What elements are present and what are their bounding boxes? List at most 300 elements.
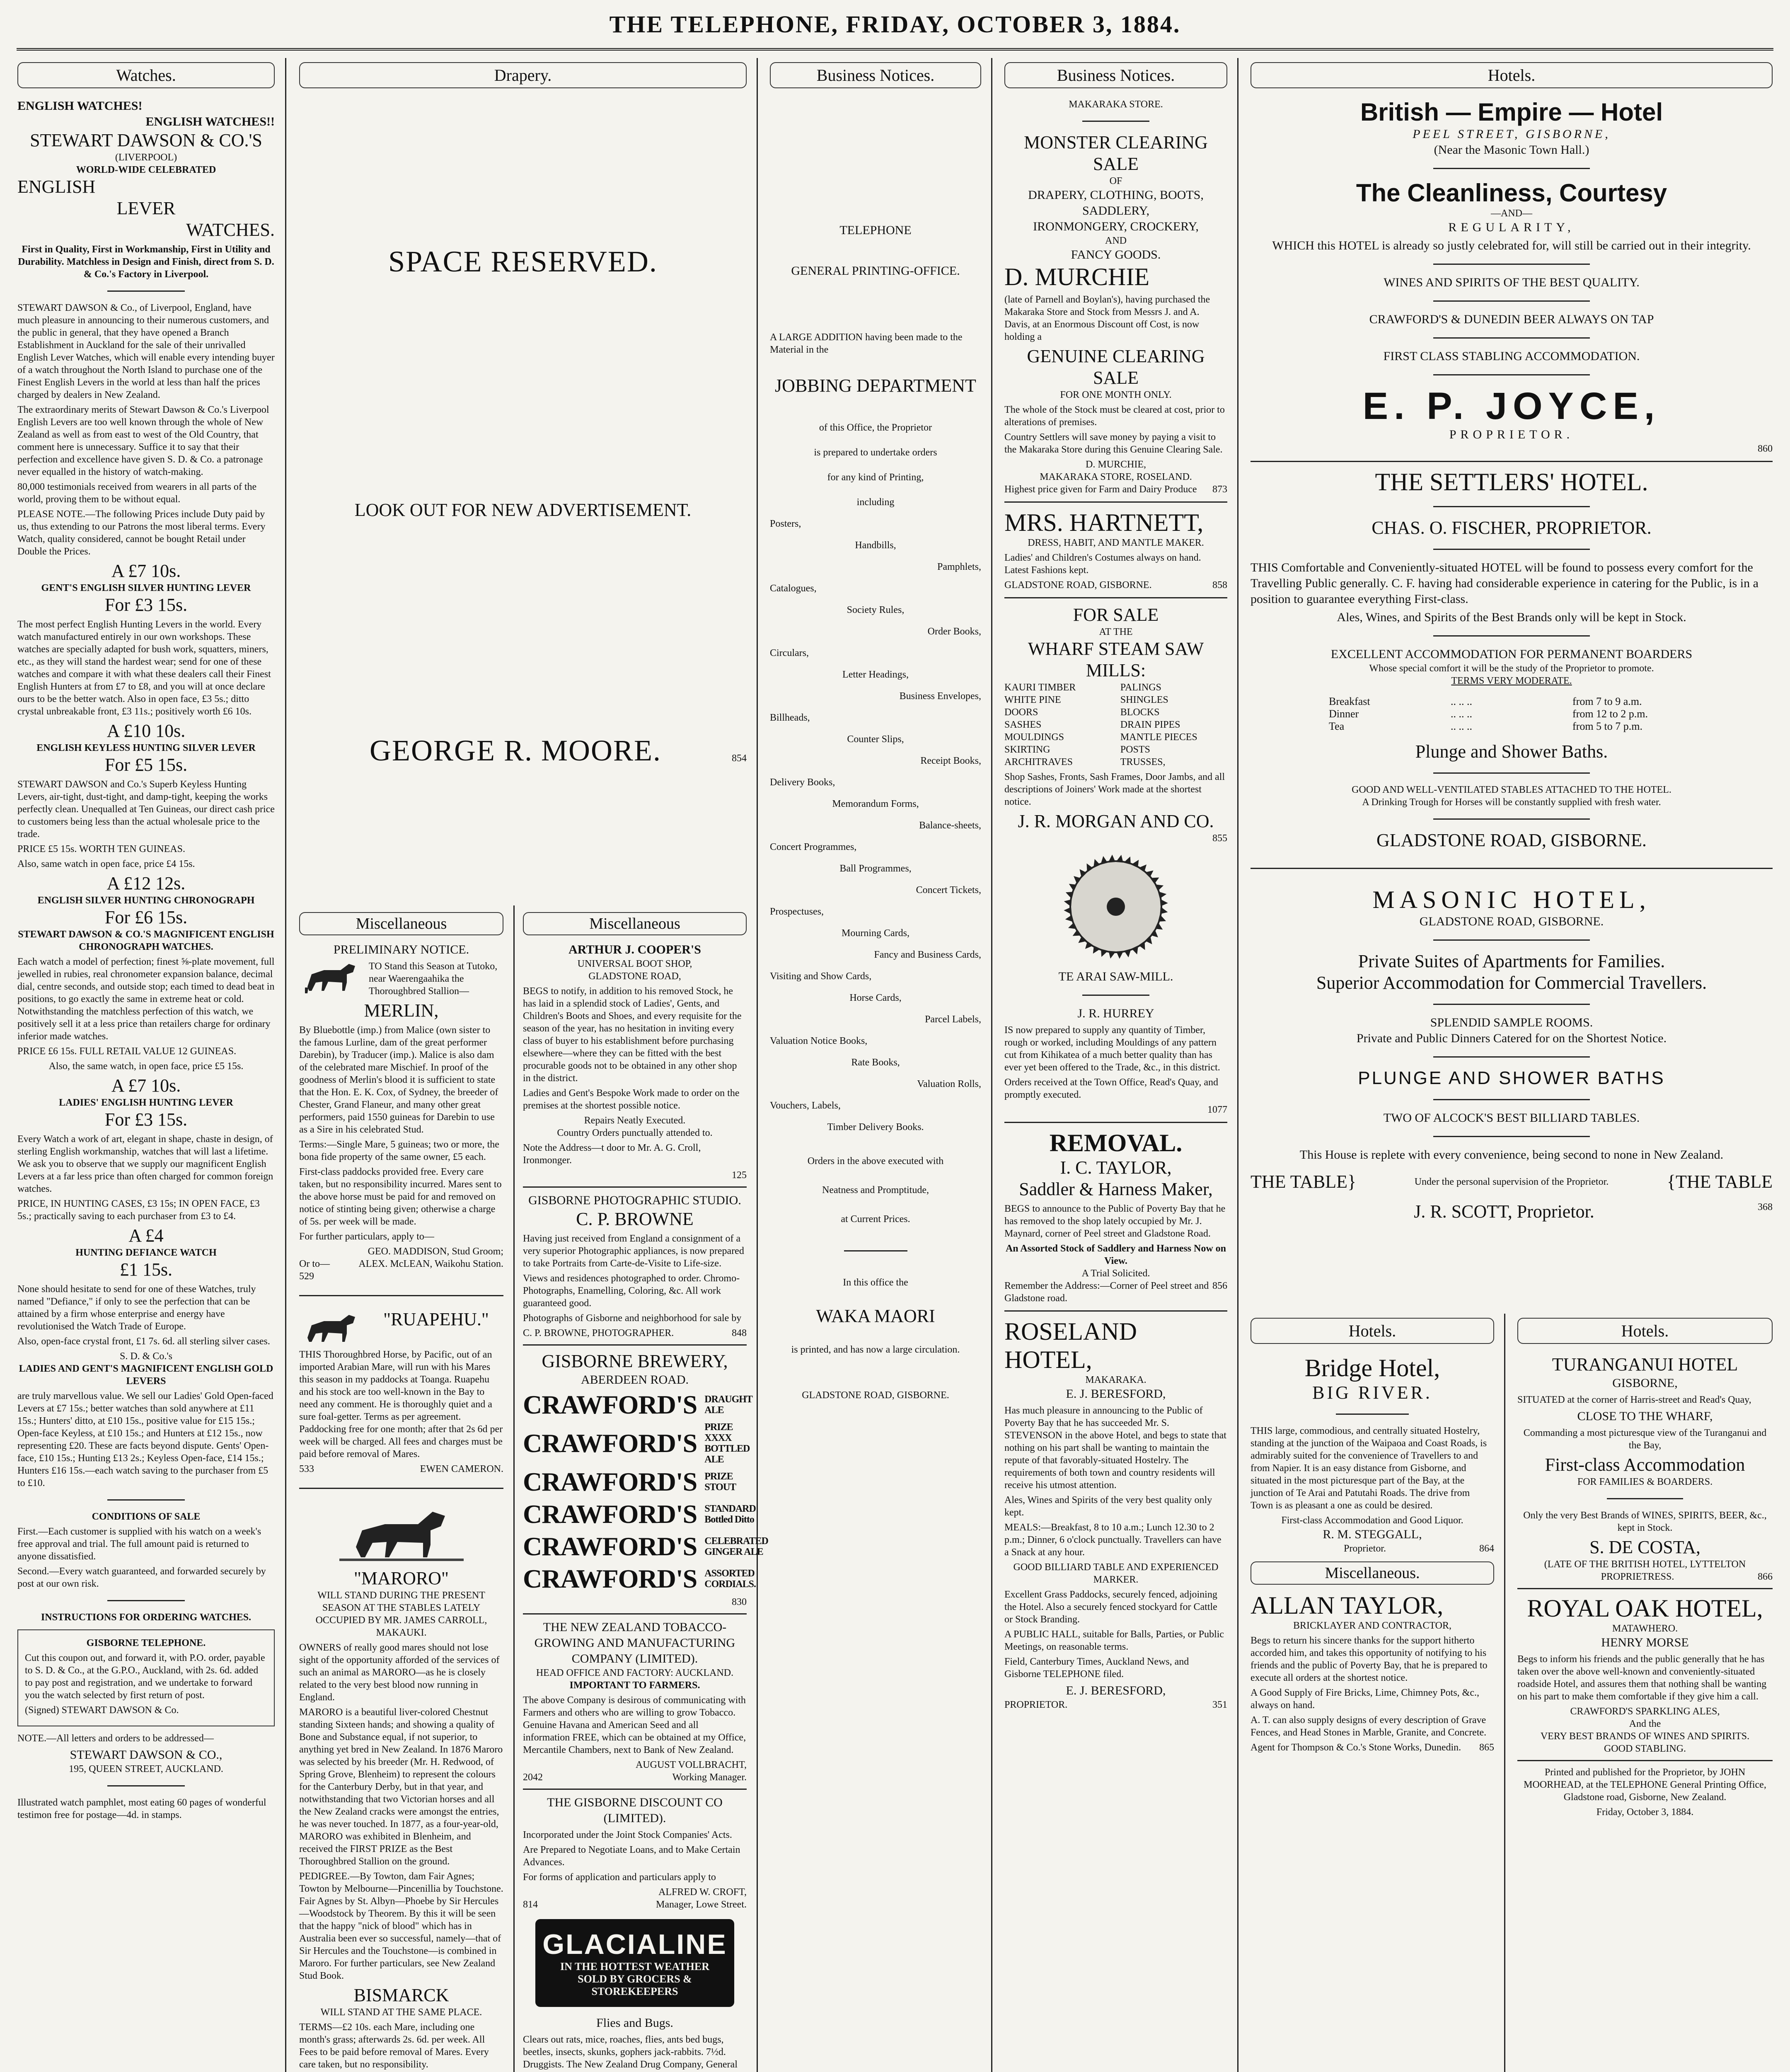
column-business: [995, 58, 1236, 2072]
paragraph: of this Office, the Proprietor: [819, 422, 932, 433]
goods-line: SADDLERY,: [1082, 204, 1149, 218]
advertiser-name: GISBORNE BREWERY,: [542, 1351, 728, 1371]
divider: [523, 1344, 747, 1346]
product-name: GENT'S ENGLISH SILVER HUNTING LEVER: [41, 583, 251, 593]
divider: [299, 1488, 503, 1489]
sale-headline: GENUINE CLEARING SALE: [1027, 346, 1205, 388]
banner-title: GLACIALINE: [542, 1929, 727, 1960]
ad-number: 866: [1758, 1571, 1773, 1582]
ad-number: 848: [732, 1328, 747, 1339]
paragraph: THIS Thoroughbred Horse, by Pacific, out of an imported Arabian Mare, will run with his Mares this season in my paddocks at Toanga. Ruapehu and his stock are too well-known in the Bay to need any comment. He is thoroughly quiet and a sure foal-getter. Terms as per agreement. Paddocking free for one month; after that 2s 6d per week will be charged. All fees and charges must be paid before removal of Mares.: [299, 1349, 503, 1460]
paragraph: Begs to return his sincere thanks for the support hitherto accorded him, and takes this opportunity of notifying to his friends and the public of Poverty Bay, that he is prepared to execute all orders at the shortest notice.: [1251, 1635, 1488, 1683]
paragraph: VERY BEST BRANDS OF WINES AND SPIRITS.: [1540, 1731, 1750, 1742]
column-printing: [761, 58, 990, 2072]
advertiser-name: I. C. TAYLOR,: [1060, 1157, 1172, 1178]
proprietor: E. J. BERESFORD,: [1066, 1387, 1166, 1401]
proprietor-title: PROPRIETOR.: [1449, 428, 1574, 441]
goods-line: FANCY GOODS.: [1071, 248, 1161, 261]
timber-item: WHITE PINE: [1004, 695, 1061, 705]
signature: J. R. SCOTT, Proprietor.: [1414, 1201, 1594, 1222]
trade: BRICKLAYER AND CONTRACTOR,: [1293, 1620, 1452, 1631]
divider: [1433, 772, 1590, 774]
divider: [1251, 461, 1773, 462]
timber-item: MANTLE PIECES: [1120, 732, 1197, 743]
paragraph: including: [856, 497, 895, 508]
horse-name: "MARORO": [353, 1568, 449, 1588]
address: 195, QUEEN STREET, AUCKLAND.: [69, 1764, 223, 1774]
horse-name: MERLIN,: [364, 1000, 439, 1021]
saw-tooth: [1108, 951, 1116, 959]
printing-item: Rate Books,: [851, 1057, 900, 1068]
glacialine-banner: [535, 1919, 734, 2007]
divider: [1004, 501, 1227, 503]
printing-item: Valuation Notice Books,: [770, 1036, 868, 1046]
paragraph: PEDIGREE.—By Towton, dam Fair Agnes; Towton by Melbourne—Pincenillia by Touchstone. Fair Agnes by St. Albyn—Phoebe by Sir Hercules—Woodstock by Theorem. By this it will be seen that the happy "nick of blood" which has in Australia been ever so successful, namely—that of Sir Hercules and the Touchstone—is combined in Maroro. For further particulars, see New Zealand Stud Book.: [299, 1871, 503, 1981]
divider: [1433, 168, 1590, 169]
paragraph: IS now prepared to supply any quantity of Timber, rough or worked, including Mouldings of any pattern cut from Kihikatea of a much better quality than has ever yet been offered to the Trade, &c., in this district.: [1004, 1025, 1220, 1073]
table-row: Dinner .. .. .. from 12 to 2 p.m.: [1329, 708, 1648, 720]
divider: [1433, 264, 1590, 265]
paragraph: S. D. & Co.'s: [119, 1351, 173, 1362]
office-name: GENERAL PRINTING-OFFICE.: [791, 264, 960, 278]
ad-number: 368: [1758, 1202, 1773, 1213]
paragraph: This House is replete with every convenience, being second to none in New Zealand.: [1299, 1148, 1724, 1162]
saw-tooth: [1064, 907, 1072, 915]
ad-number: 125: [732, 1170, 747, 1181]
printing-item: Concert Tickets,: [916, 885, 981, 896]
paragraph: Having just received from England a consignment of a very superior Photographic appliances, is now prepared to take Portraits from Carte-de-Visite to Life-size.: [523, 1233, 744, 1269]
printing-item: Valuation Rolls,: [917, 1079, 981, 1089]
paragraph: The whole of the Stock must be cleared at cost, prior to alterations of premises.: [1004, 404, 1225, 428]
divider: [1004, 1122, 1227, 1123]
ad-number: 2042: [523, 1772, 543, 1783]
paragraph: for any kind of Printing,: [827, 472, 924, 483]
paragraph: Ladies and Gent's Bespoke Work made to order on the premises at the shortest possible notice.: [523, 1088, 740, 1111]
address: ABERDEEN ROAD.: [581, 1373, 689, 1387]
paragraph: (LATE OF THE BRITISH HOTEL, LYTTELTON: [1544, 1559, 1746, 1570]
section-heading: Drapery.: [299, 62, 747, 88]
printing-item: Balance-sheets,: [919, 820, 981, 831]
subheading: HEAD OFFICE AND FACTORY: AUCKLAND.: [536, 1668, 734, 1678]
paragraph: Has much pleasure in announcing to the Public of Poverty Bay that he has succeeded Mr. S. STEVENSON in the above Hotel, and begs to state that nothing on his part shall be wanting to maintain the repute of that favorably-situated Hostelry. The requirements of both town and country residents will receive his utmost attention.: [1004, 1405, 1226, 1491]
department-name: JOBBING DEPARTMENT: [775, 375, 976, 396]
column-divider: [757, 58, 758, 2072]
printing-item: Vouchers, Labels,: [770, 1100, 841, 1111]
paragraph: Second.—Every watch guaranteed, and forwarded securely by post at our own risk.: [17, 1566, 266, 1589]
proprietor-name: HENRY MORSE: [1601, 1636, 1689, 1649]
divider: [1433, 337, 1590, 339]
divider: [844, 1250, 907, 1251]
section-heading: Hotels.: [1251, 62, 1773, 88]
paragraph: The above Company is desirous of communicating with Farmers and others who are willing to grow Tobacco. Genuine Havana and American Seed and all information FREE, which can be obtained at my Office, Mercantile Chambers, next to Bank of New Zealand.: [523, 1695, 746, 1755]
paragraph: PLEASE NOTE.—The following Prices include Duty paid by us, thus extending to our Patrons the most liberal terms. Every Watch, quality considered, cannot be bought Retail under Double the Prices.: [17, 509, 266, 557]
advertiser-name: J. R. HURREY: [1077, 1007, 1154, 1020]
signature: Working Manager.: [672, 1772, 747, 1783]
section-heading: Watches.: [17, 62, 275, 88]
advertiser-name: GEORGE R. MOORE.: [369, 734, 661, 767]
paragraph: A Trial Solicited.: [1081, 1268, 1150, 1279]
address: GLADSTONE ROAD, GISBORNE.: [802, 1390, 949, 1401]
signature: MAKARAKA STORE, ROSELAND.: [1040, 472, 1192, 482]
divider: [523, 1789, 747, 1790]
contact: GEO. MADDISON, Stud Groom;: [368, 1246, 503, 1257]
printing-item: Business Envelopes,: [899, 691, 981, 702]
divider: [523, 1186, 747, 1188]
saw-tooth: [1116, 951, 1124, 959]
signature: E. J. BERESFORD,: [1066, 1684, 1166, 1697]
advertiser-name: D. MURCHIE: [1004, 263, 1150, 290]
address: GLADSTONE ROAD, GISBORNE.: [1376, 830, 1647, 850]
product-name: HUNTING DEFIANCE WATCH: [75, 1247, 217, 1258]
location: MATAWHERO.: [1612, 1623, 1678, 1634]
printing-item: Pamphlets,: [937, 562, 981, 572]
printing-item: Handbills,: [855, 540, 896, 551]
proprietor-name: S. DE COSTA,: [1589, 1537, 1700, 1557]
brand-name: STEWART DAWSON & CO.'S: [30, 130, 262, 150]
masthead-rule: [17, 48, 1773, 51]
trade: Saddler & Harness Maker,: [1019, 1179, 1213, 1199]
advertiser-name: ARTHUR J. COOPER'S: [568, 943, 701, 956]
paragraph: Under the personal supervision of the Proprietor.: [1414, 1176, 1609, 1187]
printing-item: Billheads,: [770, 712, 810, 723]
hotel-name: Bridge Hotel,: [1304, 1354, 1440, 1382]
order-coupon[interactable]: [17, 1629, 275, 1726]
paragraph: Excellent Grass Paddocks, securely fenced, adjoining the Hotel. Also a securely fenced stockyard for Cattle or Stock Branding.: [1004, 1589, 1217, 1625]
paragraph: SPLENDID SAMPLE ROOMS.: [1430, 1016, 1593, 1029]
watch-headline: WATCHES.: [186, 220, 275, 240]
location: GISBORNE,: [1612, 1376, 1678, 1390]
paragraph: MEALS:—Breakfast, 8 to 10 a.m.; Lunch 12.30 to 2 p.m.; Dinner, 6 o'clock punctually. Travellers can have a Snack at any hour.: [1004, 1522, 1222, 1558]
advertiser-name: THE NEW ZEALAND TOBACCO-GROWING AND MANUFACTURING COMPANY (LIMITED).: [534, 1620, 735, 1665]
paragraph: Note the Address—t door to Mr. A. G. Croll, Ironmonger.: [523, 1143, 701, 1166]
printing-item: Receipt Books,: [920, 755, 981, 766]
divider: [1433, 1099, 1590, 1100]
address: STEWART DAWSON & CO.,: [70, 1748, 223, 1762]
goods-line: IRONMONGERY, CROCKERY,: [1033, 220, 1199, 233]
printing-item: Circulars,: [770, 648, 809, 658]
paragraph: CRAWFORD'S SPARKLING ALES,: [1570, 1706, 1720, 1717]
masthead: [0, 0, 1790, 54]
paragraph: EXCELLENT ACCOMMODATION FOR PERMANENT BOARDERS: [1330, 647, 1693, 661]
paragraph: None should hesitate to send for one of these Watches, truly named "Defiance," if only to see the perfection that can be attained by a firm whose enterprise and energy have revolutionised the Watch Trade of Europe.: [17, 1284, 256, 1332]
paragraph: Private and Public Dinners Catered for on the Shortest Notice.: [1356, 1031, 1667, 1045]
paragraph: The most perfect English Hunting Levers in the world. Every watch manufactured entirely in our own workshops. These watches are specially adapted for bush work, squatters, miners, etc., as they will stand the hardest wear; send for one of these watches and compare it with what these dealers call their Finest English Hunters at from £7 to £8, and you will at once declare ours to be the better watch. Also in open face, £3 5s.; ditto crystal unbreakable front, £3 11s.; positively worth £6 10s.: [17, 619, 271, 717]
hotel-name: ROYAL OAK HOTEL,: [1527, 1595, 1763, 1622]
imprint: Printed and published for the Proprietor, by JOHN MOORHEAD, at the TELEPHONE General Printing Office, Gladstone road, Gisborne, New Zealand.: [1524, 1767, 1766, 1803]
timber-item: BLOCKS: [1120, 707, 1160, 718]
paragraph: Views and residences photographed to order. Chromo-Photographs, Enamelling, Coloring, &c. All work guaranteed good.: [523, 1273, 740, 1309]
ad-number: 533: [299, 1464, 314, 1474]
ad-number: 830: [732, 1597, 747, 1607]
divider: [107, 1600, 184, 1601]
timber-list: [1004, 681, 1227, 768]
ad-number: 865: [1479, 1742, 1494, 1753]
brewery-item: CRAWFORD'S ASSORTED CORDIALS.: [523, 1564, 756, 1593]
hotel-name: TURANGANUI HOTEL: [1552, 1354, 1738, 1375]
paragraph: Begs to inform his friends and the public generally that he has taken over the above well-known and conveniently-situated roadside Hotel, and assures them that nothing shall be wanting on his part to make them comfortable if they give him a call.: [1517, 1654, 1767, 1702]
paragraph: In this office the: [843, 1277, 908, 1288]
price: A £4: [128, 1225, 164, 1246]
subheading: UNIVERSAL BOOT SHOP,: [577, 959, 692, 969]
printing-item-list: [770, 518, 981, 1133]
paragraph: BEGS to notify, in addition to his removed Stock, he has laid in a splendid stock of Ladies', Gents, and Children's Boots and Shoes, and every requisite for the season of the year, has no hesitation in inviting every class of buyer to his establishment before purchasing elsewhere—where they can be fitted with the best procurable goods not to be obtained in any other shop in the district.: [523, 986, 742, 1084]
sale-headline: MONSTER CLEARING SALE: [1024, 132, 1208, 174]
saw-tooth: [1160, 899, 1168, 906]
saw-tooth: [1116, 855, 1123, 863]
paragraph: Neatness and Promptitude,: [822, 1185, 929, 1196]
address: PEEL STREET, GISBORNE,: [1413, 127, 1611, 141]
divider: [1517, 1760, 1773, 1761]
timber-item: SASHES: [1004, 719, 1042, 730]
paragraph: CLOSE TO THE WHARF,: [1577, 1409, 1713, 1423]
divider: [107, 1785, 184, 1786]
divider: [1433, 1004, 1590, 1005]
column-watches: [8, 58, 284, 2072]
product-name: STEWART DAWSON & CO.'S MAGNIFICENT ENGLISH CHRONOGRAPH WATCHES.: [18, 929, 274, 952]
paragraph: A Good Supply of Fire Bricks, Lime, Chimney Pots, &c., always on hand.: [1251, 1687, 1479, 1711]
divider: [1433, 374, 1590, 375]
advertiser-name: MRS. HARTNETT,: [1004, 509, 1204, 536]
printing-item: Letter Headings,: [842, 669, 909, 680]
horse-engraving-icon: [339, 1501, 464, 1564]
paragraph: FIRST CLASS STABLING ACCOMMODATION.: [1383, 349, 1640, 363]
watch-headline: LEVER: [116, 198, 176, 218]
paragraph: Ladies' and Children's Costumes always on hand. Latest Fashions kept.: [1004, 552, 1201, 576]
paragraph: Country Settlers will save money by paying a visit to the Makaraka Store during this Genuine Clearing Sale.: [1004, 432, 1223, 455]
lookout-notice: LOOK OUT FOR NEW ADVERTISEMENT.: [354, 500, 692, 520]
brewery-item: CRAWFORD'S PRIZE XXXX BOTTLED ALE: [523, 1422, 750, 1465]
space-reserved: SPACE RESERVED.: [388, 245, 658, 278]
paragraph: First-class paddocks provided free. Every care taken, but no responsibility incurred. Mares sent to the above horse must be paid for and removed on notice of stinting being given; otherwise a charge of 5s. per week will be made.: [299, 1167, 502, 1227]
signature: EWEN CAMERON.: [420, 1464, 503, 1474]
brand-desc: WORLD-WIDE CELEBRATED: [76, 165, 216, 175]
paragraph: STEWART DAWSON and Co.'s Superb Keyless Hunting Levers, air-tight, dust-tight, and damp-tight, keeping the works perfectly clean. Unequalled at Ten Guineas, our direct cash price to customers being less than the actual wholesale price to the trade.: [17, 779, 275, 840]
proprietor-name: E. P. JOYCE,: [1362, 385, 1661, 427]
office-name: TELEPHONE: [839, 223, 912, 237]
paragraph: Superior Accommodation for Commercial Travellers.: [1316, 973, 1707, 993]
advertiser-name: ALLAN TAYLOR,: [1251, 1592, 1444, 1619]
imprint-date: Friday, October 3, 1884.: [1596, 1807, 1694, 1818]
table-notice: {THE TABLE: [1667, 1172, 1773, 1192]
product-name: LADIES' ENGLISH HUNTING LEVER: [59, 1097, 233, 1108]
paragraph: WILL STAND DURING THE PRESENT SEASON AT THE STABLES LATELY OCCUPIED BY MR. JAMES CARROLL, MAKAUKI.: [315, 1590, 487, 1638]
paragraph: Only the very Best Brands of WINES, SPIRITS, BEER, &c., kept in Stock.: [1523, 1510, 1767, 1533]
timber-item: SHINGLES: [1120, 695, 1168, 705]
divider: [1336, 1414, 1409, 1415]
location: (Near the Masonic Town Hall.): [1434, 143, 1589, 157]
section-heading: Business Notices.: [1004, 62, 1227, 88]
paragraph: Every Watch a work of art, elegant in shape, chaste in design, of sterling English workmanship, watches that will last a lifetime. We ask you to observe that we supply our magnificent English Levers at a far less price than often charged for common foreign watches.: [17, 1134, 273, 1194]
slogan: REGULARITY,: [1448, 220, 1575, 234]
address: GLADSTONE ROAD,: [588, 971, 681, 982]
paragraph: is printed, and has now a large circulation.: [791, 1344, 960, 1355]
product-name: ENGLISH SILVER HUNTING CHRONOGRAPH: [37, 895, 255, 906]
paragraph: Shop Sashes, Fronts, Sash Frames, Door Jambs, and all descriptions of Joiners' Work made at the shortest notice.: [1004, 772, 1225, 807]
subheading: INSTRUCTIONS FOR ORDERING WATCHES.: [41, 1612, 252, 1623]
divider: [107, 1499, 184, 1501]
signature: ALFRED W. CROFT,: [658, 1887, 747, 1898]
paragraph: Orders received at the Town Office, Read's Quay, and promptly executed.: [1004, 1077, 1219, 1100]
paragraph: For further particulars, apply to—: [299, 1231, 434, 1242]
saw-tooth: [1160, 907, 1168, 914]
brewery-item: CRAWFORD'S DRAUGHT ALE: [523, 1390, 752, 1419]
paragraph: WHICH this HOTEL is already so justly celebrated for, will still be carried out in their integrity.: [1272, 239, 1751, 252]
slogan: The Cleanliness, Courtesy: [1356, 179, 1667, 207]
ad-number: 855: [1212, 833, 1227, 844]
divider: [299, 1295, 503, 1296]
paragraph: Remember the Address:—Corner of Peel street and Gladstone road.: [1004, 1280, 1209, 1304]
ad-number: 814: [523, 1899, 538, 1910]
hotel-name: ROSELAND HOTEL,: [1004, 1318, 1137, 1373]
price: A £12 12s.: [106, 873, 186, 893]
paragraph: PLUNGE AND SHOWER BATHS: [1358, 1068, 1665, 1088]
paragraph: Incorporated under the Joint Stock Companies' Acts.: [523, 1830, 732, 1840]
column-drapery: [290, 58, 768, 2072]
divider: [107, 290, 184, 292]
divider: [1433, 300, 1590, 302]
divider: [1607, 1498, 1684, 1499]
paragraph: A Drinking Trough for Horses will be constantly supplied with fresh water.: [1362, 797, 1661, 808]
timber-item: ARCHITRAVES: [1004, 757, 1073, 767]
section-heading: Miscellaneous: [299, 912, 503, 935]
printing-item: Mourning Cards,: [842, 928, 910, 939]
paragraph: Country Orders punctually attended to.: [557, 1128, 713, 1138]
timber-item: PALINGS: [1120, 682, 1161, 693]
product-name: LADIES AND GENT'S MAGNIFICENT ENGLISH GOLD LEVERS: [19, 1363, 273, 1387]
paragraph: OWNERS of really good mares should not lose sight of the opportunity afforded of the services of such an animal as MARORO—as he is closely related to the very best blood now running in England.: [299, 1642, 500, 1703]
paragraph: Also, open-face crystal front, £1 7s. 6d. all sterling silver cases.: [17, 1336, 270, 1347]
mill-name: TE ARAI SAW-MILL.: [1058, 970, 1173, 983]
advertiser-name: J. R. MORGAN AND CO.: [1018, 811, 1214, 831]
paragraph: AT THE: [1099, 627, 1133, 637]
signature: C. P. BROWNE, PHOTOGRAPHER.: [523, 1328, 674, 1339]
sale-headline: FOR SALE: [1073, 605, 1159, 625]
paragraph: GOOD BILLIARD TABLE AND EXPERIENCED MARKER.: [1013, 1562, 1219, 1585]
address: GLADSTONE ROAD, GISBORNE.: [1004, 580, 1152, 591]
coupon-signature: (Signed) STEWART DAWSON & Co.: [25, 1705, 179, 1716]
brewery-item: CRAWFORD'S PRIZE STOUT: [523, 1467, 736, 1496]
divider: [1082, 995, 1149, 996]
paragraph: Orders in the above executed with: [807, 1156, 944, 1167]
paragraph: For forms of application and particulars apply to: [523, 1872, 716, 1883]
column-divider: [991, 58, 992, 2072]
horse-icon: [299, 958, 361, 995]
divider: [1433, 1136, 1590, 1137]
paragraph: A PUBLIC HALL, suitable for Balls, Parties, or Public Meetings, on reasonable terms.: [1004, 1629, 1224, 1652]
paragraph: CRAWFORD'S & DUNEDIN BEER ALWAYS ON TAP: [1369, 312, 1654, 326]
paragraph: OF: [1109, 176, 1122, 186]
paragraph: Also, the same watch, in open face, price £5 15s.: [48, 1061, 244, 1072]
contact: ALEX. McLEAN, Waikohu Station.: [358, 1259, 503, 1269]
printing-item: Timber Delivery Books.: [827, 1122, 924, 1133]
headline: ENGLISH WATCHES!!: [145, 115, 275, 128]
newspaper-title: THE TELEPHONE, FRIDAY, OCTOBER 3, 1884.: [609, 11, 1181, 38]
circular-saw-icon: [1062, 853, 1170, 961]
paragraph: Also, same watch in open face, price £4 15s.: [17, 859, 195, 869]
column-divider: [1504, 1314, 1505, 2072]
paragraph: Each watch a model of perfection; finest ⅝-plate movement, full jewelled in rubies, real chronometer expansion balance, decimal dial, centre seconds, and outside stop; each timed to dead beat in positions, to go exactly the same in extreme heat or cold. Notwithstanding the matchless perfection of this watch, we positively sell it at a less price than retailers charge for ordinary inferior made watches.: [17, 956, 275, 1042]
paragraph: Terms:—Single Mare, 5 guineas; two or more, the bona fide property of the same owner, £5 each.: [299, 1139, 499, 1162]
ad-number: 351: [1212, 1699, 1227, 1710]
product-name: ENGLISH KEYLESS HUNTING SILVER LEVER: [36, 743, 256, 753]
table-row: Breakfast .. .. .. from 7 to 9 a.m.: [1329, 695, 1642, 707]
timber-item: SKIRTING: [1004, 744, 1050, 755]
paragraph: TERMS VERY MODERATE.: [1451, 675, 1572, 686]
paragraph: —AND—: [1491, 208, 1532, 219]
printing-item: Concert Programmes,: [770, 842, 857, 852]
horse-icon: [299, 1309, 361, 1346]
paragraph: WILL STAND AT THE SAME PLACE.: [320, 2007, 482, 2018]
paragraph: TWO OF ALCOCK'S BEST BILLIARD TABLES.: [1383, 1111, 1640, 1125]
paragraph: TERMS—£2 10s. each Mare, including one month's grass; afterwards 2s. 6d. per week. All Fees to be paid before removal of Mares. Every care taken, but no responsibility.: [299, 2022, 489, 2070]
brewery-item: CRAWFORD'S CELEBRATED GINGER ALE: [523, 1532, 768, 1561]
signature: D. MURCHIE,: [1085, 459, 1146, 470]
printing-item: Parcel Labels,: [925, 1014, 981, 1025]
printing-item: Visiting and Show Cards,: [770, 971, 872, 982]
ad-number: 854: [732, 753, 747, 764]
timber-item: MOULDINGS: [1004, 732, 1064, 743]
printing-item: Order Books,: [927, 626, 981, 637]
coupon-heading: GISBORNE TELEPHONE.: [86, 1638, 206, 1648]
paragraph: Photographs of Gisborne and neighborhood for sale by: [523, 1313, 742, 1324]
paragraph: An Assorted Stock of Saddlery and Harness Now on View.: [1005, 1243, 1226, 1266]
paragraph: 80,000 testimonials received from wearers in all parts of the world, proving them to be without equal.: [17, 482, 257, 505]
printing-item: Posters,: [770, 518, 801, 529]
paragraph: A. T. can also supply designs of every description of Grave Fences, and Head Stones in Marble, Granite, and Concrete.: [1251, 1715, 1487, 1738]
subheading: PRELIMINARY NOTICE.: [333, 943, 469, 956]
ad-number: 1077: [1207, 1104, 1227, 1115]
hotel-name: British — Empire — Hotel: [1360, 98, 1663, 126]
saw-tooth: [1064, 899, 1072, 907]
section-heading: Hotels.: [1251, 1318, 1494, 1344]
horse-name: "RUAPEHU.": [383, 1309, 489, 1329]
banner-sub: IN THE HOTTEST WEATHER: [560, 1961, 710, 1973]
paragraph: GOOD STABLING.: [1604, 1743, 1686, 1754]
ad-number: 864: [1479, 1543, 1494, 1554]
paragraph: BEGS to announce to the Public of Poverty Bay that he has removed to the shop lately occupied by Mr. J. Maynard, corner of Peel street and Gladstone Road.: [1004, 1203, 1226, 1239]
section-heading: Miscellaneous: [523, 912, 747, 935]
divider: [1004, 1310, 1227, 1312]
paragraph: Agent for Thompson & Co.'s Stone Works, Dunedin.: [1251, 1742, 1461, 1753]
paragraph: PRICE, IN HUNTING CASES, £3 15s; IN OPEN FACE, £3 5s.; practically saving to each purchaser from £3 to £4.: [17, 1198, 260, 1222]
sale-price: For £6 15s.: [104, 907, 188, 927]
subheading: CONDITIONS OF SALE: [92, 1511, 201, 1522]
paragraph: GOOD AND WELL-VENTILATED STABLES ATTACHED TO THE HOTEL.: [1352, 784, 1671, 795]
paragraph: Clears out rats, mice, roaches, flies, ants bed bugs, beetles, insects, skunks, gophers jack-rabbits. 7½d. Druggists. The New Zealand Drug Company, General: [523, 2034, 738, 2070]
divider: [1004, 597, 1227, 598]
paragraph: Ales, Wines, and Spirits of the Best Brands only will be kept in Stock.: [1337, 610, 1686, 624]
paragraph: is prepared to undertake orders: [814, 447, 937, 458]
paragraph: are truly marvellous value. We sell our Ladies' Gold Open-faced Levers at £7 15s.; better watches than sold anywhere at £11 15s.; Hunters' ditto, at £10 15s., positive value for £15 15s.; Open-face Keyless, at £10 15s.; and Hunters at £12 15s., now representing £20. These are facts beyond dispute. Gents' Open-face, £10 15s.; Hunting £13 2s.; Keyless Open-face, £14 15s.; Hunters £16 15s.—each watch saving to the purchaser from £5 to £10.: [17, 1391, 273, 1489]
column-hotels: [1241, 58, 1782, 1310]
column-hotels-lower-right: [1508, 1314, 1782, 2072]
paragraph: TO Stand this Season at Tutoko, near Waerengaahika the Thoroughbred Stallion—: [369, 961, 498, 997]
ad-number: 529: [299, 1271, 314, 1282]
goods-line: AND: [1105, 235, 1127, 246]
paragraph: Highest price given for Farm and Dairy Produce: [1004, 484, 1197, 495]
paragraph: Repairs Neatly Executed.: [584, 1115, 686, 1126]
paragraph: MARORO is a beautiful liver-colored Chestnut standing Sixteen hands; and showing a quality of Bone and Substance equal, if not superior, to anything yet bred in New Zealand. In 1876 Maroro was selected by his breeder (Mr. H. Redwood, of Spring Grove, Blenheim) to represent the colours for the Canterbury Derby, but in that year, and notwithstanding that two Victorian horses and all the New Zealand cracks were amongst the entries, he was never touched. In 1877, as a four-year-old, MARORO was exhibited in Blenheim, and received the FIRST PRIZE as the Best Thoroughbred Stallion on the ground.: [299, 1707, 503, 1867]
timber-item: DRAIN PIPES: [1120, 719, 1180, 730]
section-heading: Miscellaneous.: [1251, 1561, 1494, 1585]
sale-price: For £3 15s.: [104, 595, 188, 615]
signature: Manager, Lowe Street.: [656, 1899, 747, 1910]
subheading: DRESS, HABIT, AND MANTLE MAKER.: [1028, 537, 1204, 548]
paragraph: PRICE £6 15s. FULL RETAIL VALUE 12 GUINEAS.: [17, 1046, 237, 1057]
sale-price: For £3 15s.: [104, 1109, 188, 1130]
proprietor-title: Proprietor.: [1344, 1543, 1386, 1554]
subheading: IMPORTANT TO FARMERS.: [569, 1680, 700, 1691]
